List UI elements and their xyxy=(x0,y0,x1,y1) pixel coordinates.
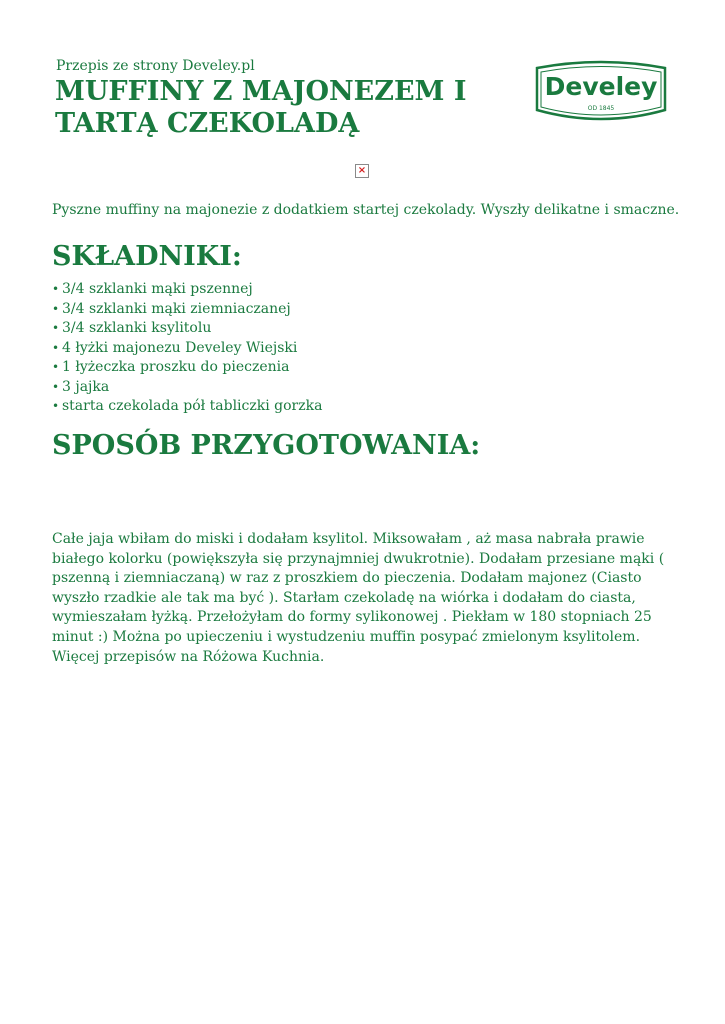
logo-brand-text: Develey xyxy=(544,72,658,101)
list-item xyxy=(52,358,322,378)
bullet-icon: • xyxy=(52,399,60,413)
ingredient-text: 4 łyżki majonezu Develey Wiejski xyxy=(62,339,298,356)
bullet-icon: • xyxy=(52,360,60,374)
ingredients-heading: SKŁADNIKI: xyxy=(52,241,242,272)
method-heading: SPOSÓB PRZYGOTOWANIA: xyxy=(52,430,481,461)
logo-since-text: OD 1845 xyxy=(587,105,615,112)
bullet-icon: • xyxy=(52,340,60,355)
bullet-icon: • xyxy=(52,282,60,296)
bullet-icon: • xyxy=(52,321,60,335)
ingredient-text: 3/4 szklanki mąki pszennej xyxy=(62,281,253,297)
bullet-icon: • xyxy=(52,379,60,394)
bullet-icon: • xyxy=(52,301,60,316)
list-item xyxy=(52,300,322,320)
intro-text: Pyszne muffiny na majonezie z dodatkiem startej czekolady. Wyszły delikatne i smaczne. xyxy=(52,202,680,218)
ingredients-list xyxy=(52,280,322,417)
ingredient-text: 1 łyżeczka proszku do pieczenia xyxy=(62,359,290,375)
develey-logo xyxy=(531,58,671,124)
broken-image-icon: × xyxy=(355,164,369,178)
source-line: Przepis ze strony Develey.pl xyxy=(56,58,255,74)
list-item xyxy=(52,319,322,339)
list-item xyxy=(52,339,322,359)
ingredient-text: 3/4 szklanki ksylitolu xyxy=(62,320,212,336)
ingredient-text: starta czekolada pół tabliczki gorzka xyxy=(62,398,323,414)
list-item xyxy=(52,397,322,417)
ingredient-text: 3 jajka xyxy=(62,378,110,395)
list-item xyxy=(52,378,322,398)
page-title: MUFFINY Z MAJONEZEM I TARTĄ CZEKOLADĄ xyxy=(55,76,467,139)
method-text: Całe jaja wbiłam do miski i dodałam ksylitol. Miksowałam , aż masa nabrała prawie białego kolorku (powiększyła się przynajmniej dwukrotnie). Dodałam przesiane mąki ( pszenną i ziemniaczaną) w raz z proszkiem do pieczenia. Dodałam majonez (Ciasto wyszło rzadkie ale tak ma być ). Starłam czekoladę na wiórka i dodałam do ciasta, wymieszałam łyżką. Przełożyłam do formy sylikonowej . Piekłam w 180 stopniach 25 minut :) Można po upieczeniu i wystudzeniu muffin posypać zmielonym ksylitolem. Więcej przepisów na Różowa Kuchnia. xyxy=(52,531,665,665)
ingredient-text: 3/4 szklanki mąki ziemniaczanej xyxy=(62,300,291,317)
list-item xyxy=(52,280,322,300)
